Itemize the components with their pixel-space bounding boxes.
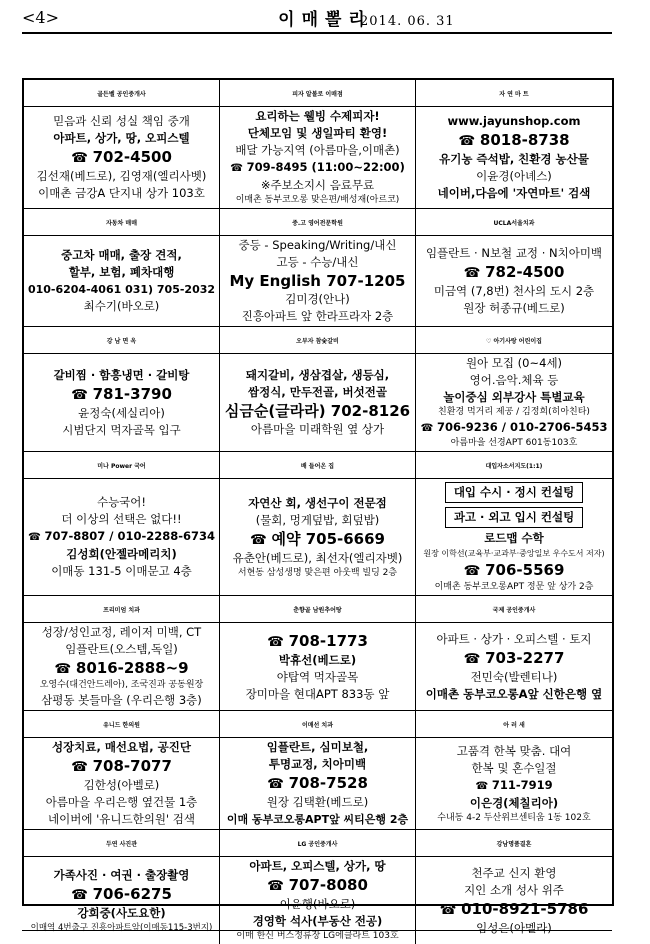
ad-line: 010-6204-4061 031) 705-2032 bbox=[27, 283, 216, 296]
page-number: <4> bbox=[22, 8, 59, 27]
ad-line: 이매촌 동부코오롱A앞 신한은행 옆 bbox=[425, 686, 603, 701]
ad-line: 아름마을 선경APT 601동103호 bbox=[450, 438, 578, 448]
ad-box bbox=[24, 596, 220, 711]
ad-line: 더 이상의 선택은 없다!! bbox=[61, 512, 182, 526]
ad-title: 강남명품결혼 bbox=[416, 830, 612, 857]
page-header bbox=[22, 4, 628, 32]
ad-line: 김한성(아벨로) bbox=[83, 778, 160, 792]
ad-box bbox=[220, 209, 416, 327]
ad-line: 윤정숙(세실리아) bbox=[78, 405, 165, 420]
ad-title: ♡ 아기사랑 어린이집 bbox=[416, 327, 612, 354]
ad-phone: ☎ 707-8080 bbox=[267, 875, 368, 896]
ad-phone: ☎ 010-8921-5786 bbox=[440, 899, 589, 920]
ad-phone: ☎ 8018-8738 bbox=[458, 130, 569, 151]
ad-box bbox=[416, 209, 612, 327]
ad-title: 두연 사진관 bbox=[24, 830, 219, 857]
ad-phone: ☎ 703-2277 bbox=[464, 648, 565, 669]
ad-line: 가족사진 · 여권 · 출장촬영 bbox=[53, 867, 190, 882]
ad-line: 지인 소개 성사 위주 bbox=[464, 882, 564, 897]
ad-line: 최수기(바오로) bbox=[83, 299, 160, 313]
ad-box bbox=[220, 830, 416, 944]
ad-line: 이매 한신 버스정류장 LG에클라트 103호 bbox=[236, 931, 399, 941]
ad-box bbox=[220, 596, 416, 711]
ad-line: 이매 동부코오롱APT앞 씨티은행 2층 bbox=[226, 813, 409, 826]
ad-line: 오영수(대건안드레아), 조국진과 공동원장 bbox=[39, 680, 204, 690]
ad-line: 임플란트, 심미보철, bbox=[266, 740, 369, 754]
ad-phone: ☎ 711-7919 bbox=[475, 777, 552, 795]
ad-line: 미금역 (7,8번) 천사의 도시 2층 bbox=[433, 284, 595, 298]
ad-box bbox=[24, 452, 220, 596]
ad-body bbox=[220, 738, 415, 829]
ad-body bbox=[220, 479, 415, 595]
ad-line: 돼지갈비, 생삼겹살, 생등심, bbox=[245, 368, 390, 382]
ad-line: 유기농 즉석밥, 친환경 농산물 bbox=[439, 152, 589, 166]
ad-line: 시범단지 먹자골목 입구 bbox=[62, 422, 181, 437]
ad-box bbox=[416, 711, 612, 830]
ad-line: 박휴선(베드로) bbox=[278, 652, 357, 667]
ad-title: 춘향골 남원추어탕 bbox=[220, 596, 415, 623]
ad-line: 이매촌 동부코오롱APT 정문 앞 상가 2층 bbox=[434, 582, 594, 592]
ad-body bbox=[220, 354, 415, 451]
ad-line: www.jayunshop.com bbox=[447, 114, 581, 128]
ad-box bbox=[24, 80, 220, 209]
ad-body bbox=[24, 623, 219, 710]
ad-title: 국제 공인중개사 bbox=[416, 596, 612, 623]
ad-line: 김성희(안젤라메리치) bbox=[66, 547, 177, 561]
ad-line: 원장 이학선(교육부·교과부·중앙일보 우수도서 저자) bbox=[423, 549, 605, 558]
ad-title: 프리미엄 치과 bbox=[24, 596, 219, 623]
ad-line: 유춘안(베드로), 최선자(엘리자벳) bbox=[232, 550, 403, 565]
ad-line: 천주교 신지 환영 bbox=[471, 865, 557, 880]
ad-line: 이매촌 금강A 단지내 상가 103호 bbox=[38, 186, 205, 200]
ad-line: 아름마을 우리은행 옆건물 1층 bbox=[45, 795, 198, 809]
ad-box bbox=[24, 830, 220, 944]
ad-title: 피자 알볼로 이매점 bbox=[220, 80, 415, 107]
ad-phone: ☎ 781-3790 bbox=[71, 384, 172, 405]
ad-phone: ☎ 708-1773 bbox=[267, 631, 368, 652]
ad-box bbox=[220, 327, 416, 452]
ad-box bbox=[220, 452, 416, 596]
ad-body bbox=[24, 354, 219, 451]
ad-line: 로드맵 수학 bbox=[484, 531, 544, 545]
ad-line: 임성은(아멜라) bbox=[476, 920, 552, 935]
ad-line: 친환경 먹거리 제공 / 김정희(히아친타) bbox=[438, 407, 590, 417]
ad-phone: ☎ 708-7077 bbox=[71, 756, 172, 777]
ad-box bbox=[416, 452, 612, 596]
ad-line: 야탑역 먹자골목 bbox=[276, 669, 359, 684]
ad-phone: ☎ 709-8495 (11:00~22:00) bbox=[230, 159, 405, 177]
ad-box bbox=[416, 80, 612, 209]
ad-box bbox=[24, 711, 220, 830]
ad-phone: ☎ 707-8807 / 010-2288-6734 bbox=[28, 528, 215, 546]
ad-body bbox=[416, 623, 612, 710]
ad-line: 영어.음악.체육 등 bbox=[469, 373, 559, 387]
ad-box bbox=[24, 327, 220, 452]
ad-line: (물회, 멍게덮밥, 회덮밥) bbox=[255, 512, 380, 527]
ad-line: ※주보소지시 음료무료 bbox=[260, 178, 375, 192]
ad-title: 골든벨 공인중개사 bbox=[24, 80, 219, 107]
ad-line: 이윤행(바오로) bbox=[279, 897, 356, 911]
ad-body bbox=[24, 479, 219, 595]
ad-line: My English 707-1205 bbox=[229, 272, 406, 290]
ad-line: 성장치료, 매선요법, 공진단 bbox=[52, 740, 191, 754]
ad-box bbox=[220, 711, 416, 830]
ad-line: 심금순(글라라) 702-8126 bbox=[224, 402, 411, 420]
ad-line: 할부, 보험, 폐차대행 bbox=[68, 265, 175, 279]
ad-body bbox=[220, 107, 415, 208]
ad-line: 중등 - Speaking/Writing/내신 bbox=[238, 238, 397, 252]
ad-line: 이매촌 동부코오롱 맞은편/배성재(아르코) bbox=[235, 195, 400, 205]
ad-line: 김선재(베드로), 김영재(엘리사벳) bbox=[36, 169, 207, 183]
ad-line: 강희중(사도요한) bbox=[77, 905, 166, 920]
ad-line: 아파트, 상가, 땅, 오피스텔 bbox=[53, 131, 190, 145]
ad-line: 놀이중심 외부강사 특별교육 bbox=[443, 390, 585, 404]
ad-line: 자연산 회, 생선구이 전문점 bbox=[248, 495, 387, 510]
ad-box bbox=[416, 830, 612, 944]
ad-body bbox=[220, 236, 415, 326]
ad-line: 배달 가능지역 (아름마을,이매촌) bbox=[235, 143, 400, 157]
ad-line: 임플란트 · N보철 교정 · N치아미백 bbox=[425, 246, 603, 260]
ad-line: 진흥아파트 앞 한라프라자 2층 bbox=[241, 309, 394, 323]
ad-box bbox=[416, 596, 612, 711]
ad-box bbox=[220, 80, 416, 209]
ad-title: LG 공인중개사 bbox=[220, 830, 415, 857]
ad-line: 삼평동 봇들마을 (우리은행 3층) bbox=[41, 693, 202, 707]
ad-line: 중고차 매매, 출장 견적, bbox=[61, 248, 182, 262]
ad-title: 미나 Power 국어 bbox=[24, 452, 219, 479]
issue-date: 2014. 06. 31 bbox=[360, 14, 455, 29]
ad-title: 대입자소서지도(1:1) bbox=[416, 452, 612, 479]
ad-line: 이매역 4번출구 진흥아파트앞(이매동115-3번지) bbox=[30, 922, 213, 933]
ad-line: 대입 수시 · 정시 컨설팅 bbox=[445, 482, 583, 503]
ad-line: 임플란트(오스템,독일) bbox=[65, 642, 178, 656]
ad-line: 네이버에 '유니드한의원' 검색 bbox=[48, 812, 195, 826]
ad-line: 과고 · 외고 입시 컨설팅 bbox=[445, 507, 583, 528]
ad-line: 김미경(안나) bbox=[285, 292, 350, 306]
ad-phone: ☎ 708-7528 bbox=[267, 773, 368, 794]
ad-title: 오부자 참숯갈비 bbox=[220, 327, 415, 354]
ad-body bbox=[24, 107, 219, 208]
ad-body bbox=[24, 738, 219, 829]
ad-phone: ☎ 706-6275 bbox=[71, 884, 172, 905]
ad-title: 아 러 새 bbox=[416, 711, 612, 738]
ad-line: 이은경(체칠리아) bbox=[469, 795, 559, 810]
ad-line: 갈비찜 · 함흥냉면 · 갈비탕 bbox=[53, 367, 190, 382]
ad-line: 아파트 · 상가 · 오피스텔 · 토지 bbox=[436, 631, 592, 646]
ad-line: 전민숙(발렌티나) bbox=[470, 669, 558, 684]
ad-line: 원장 허종규(베드로) bbox=[463, 301, 565, 315]
ad-line: 이매동 131-5 이매문고 4층 bbox=[51, 564, 192, 578]
ad-body bbox=[416, 236, 612, 326]
ad-body bbox=[416, 354, 612, 451]
ad-line: 아름마을 미래학원 옆 상가 bbox=[250, 422, 385, 436]
ad-box bbox=[24, 209, 220, 327]
ad-line: 원아 모집 (0~4세) bbox=[465, 356, 563, 370]
ad-line: 요리하는 웰빙 수제피자! bbox=[255, 109, 380, 123]
ad-title: 이매선 치과 bbox=[220, 711, 415, 738]
ad-line: 한복 및 혼수일절 bbox=[471, 760, 557, 775]
footer-rule bbox=[22, 930, 612, 931]
ad-title: 강 남 면 옥 bbox=[24, 327, 219, 354]
ad-phone: ☎ 706-9236 / 010-2706-5453 bbox=[420, 419, 607, 437]
ad-body bbox=[416, 738, 612, 829]
ad-line: 쌈정식, 만두전골, 버섯전골 bbox=[248, 385, 387, 399]
ad-line: 이윤경(아녜스) bbox=[476, 169, 552, 183]
ad-line: 성장/성인교정, 레이저 미백, CT bbox=[41, 625, 202, 639]
ad-body bbox=[416, 479, 612, 595]
ad-line: 투명교정, 치아미백 bbox=[268, 757, 367, 771]
ad-body bbox=[416, 107, 612, 208]
ad-phone: ☎ 8016-2888~9 bbox=[54, 658, 188, 679]
ad-line: 수능국어! bbox=[96, 495, 147, 509]
ad-title: 자 연 마 트 bbox=[416, 80, 612, 107]
ad-title: 자동차 매매 bbox=[24, 209, 219, 236]
ad-phone: ☎ 702-4500 bbox=[71, 147, 172, 168]
ad-line: 아파트, 오피스텔, 상가, 땅 bbox=[249, 859, 386, 873]
ad-line: 서현동 삼성생명 맞은편 아웃백 빌딩 2층 bbox=[237, 567, 398, 578]
ad-line: 네이버,다음에 '자연마트' 검색 bbox=[437, 186, 591, 200]
ad-phone: ☎ 예약 705-6669 bbox=[250, 529, 385, 550]
ad-line: 장미마을 현대APT 833동 앞 bbox=[245, 686, 390, 701]
ad-body bbox=[24, 236, 219, 326]
ad-line: 믿음과 신뢰 성실 책임 중개 bbox=[53, 114, 190, 128]
header-rule bbox=[22, 32, 612, 34]
ad-title: UCLA서울치과 bbox=[416, 209, 612, 236]
ad-grid bbox=[22, 78, 614, 941]
ad-phone: ☎ 706-5569 bbox=[464, 560, 565, 581]
ad-title: 중.고 영어전문학원 bbox=[220, 209, 415, 236]
ad-title: 유니드 한의원 bbox=[24, 711, 219, 738]
ad-phone: ☎ 782-4500 bbox=[464, 262, 565, 283]
ad-body bbox=[220, 623, 415, 710]
ad-line: 단체모임 및 생일파티 환영! bbox=[247, 126, 388, 140]
newsletter-title: 이매뽈리 bbox=[278, 10, 372, 30]
ad-line: 경영학 석사(부동산 전공) bbox=[252, 914, 383, 928]
ad-line: 고품격 한복 맞춤. 대여 bbox=[456, 743, 572, 758]
ad-line: 원장 김택환(베드로) bbox=[266, 795, 369, 809]
ad-title: 배 들어온 집 bbox=[220, 452, 415, 479]
ad-line: 수내동 4-2 두산위브센티움 1동 102호 bbox=[437, 812, 591, 823]
ad-line: 고등 - 수능/내신 bbox=[276, 255, 359, 269]
ad-box bbox=[416, 327, 612, 452]
